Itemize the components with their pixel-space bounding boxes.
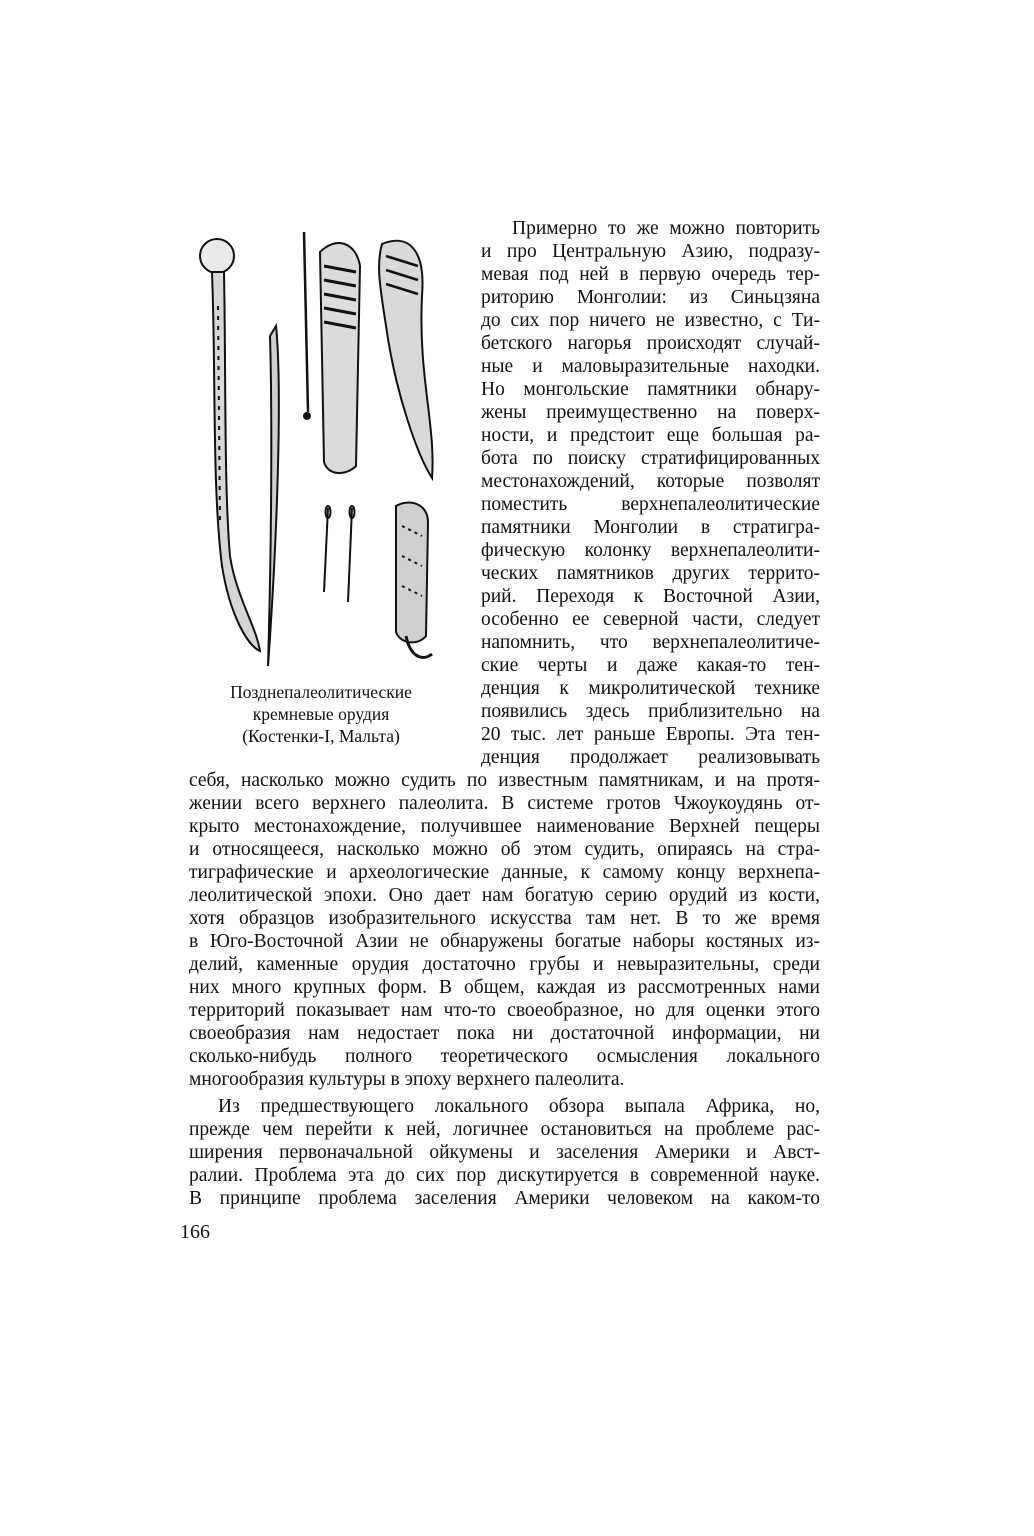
text-line: и относящееся, насколько можно об этом судить, опираясь на стра- — [189, 839, 820, 860]
text-line: территорий показывает нам что-то своеобразное, но для оценки этого — [189, 1000, 820, 1021]
text-line: многообразия культуры в эпоху верхнего палеолита. — [189, 1069, 625, 1090]
text-line: мевая под ней в первую очередь тер- — [481, 264, 820, 285]
text-line: жении всего верхнего палеолита. В системе гротов Чжоукоудянь от- — [189, 793, 820, 814]
text-line: ности, и предстоит еще большая ра- — [481, 425, 820, 446]
text-line: крыто местонахождение, получившее наименование Верхней пещеры — [189, 816, 820, 837]
text-line: денция к микролитической технике — [481, 678, 820, 699]
text-line: леолитической эпохи. Оно дает нам богатую серию орудий из кости, — [189, 885, 820, 906]
text-line: жены преимущественно на поверх- — [481, 402, 820, 423]
text-line: появились здесь приблизительно на — [481, 701, 820, 722]
text-line: Из предшествующего локального обзора выпала Африка, но, — [218, 1096, 820, 1117]
text-line: в Юго-Восточной Азии не обнаружены богатые наборы костяных из- — [189, 931, 820, 952]
text-line: Примерно то же можно повторить — [512, 218, 820, 239]
text-line: ские черты и даже какая-то тен- — [481, 655, 820, 676]
text-line: поместить верхнепалеолитические — [481, 494, 820, 515]
caption-line: (Костенки-I, Мальта) — [242, 726, 400, 746]
tools-illustration — [196, 226, 446, 672]
text-line: ческих памятников других террито- — [481, 563, 820, 584]
text-line: рий. Переходя к Восточной Азии, — [481, 586, 820, 607]
text-line: памятники Монголии в стратигра- — [481, 517, 820, 538]
text-line: В принципе проблема заселения Америки человеком на каком-то — [189, 1188, 820, 1209]
decorated-handle-drawing — [320, 243, 360, 473]
text-line: денция продолжает реализовывать — [481, 747, 820, 768]
text-line: до сих пор ничего не известно, с Ти- — [481, 310, 820, 331]
text-line: своеобразия нам недостает пока ни достаточной информации, ни — [189, 1023, 820, 1044]
text-line: прежде чем перейти к ней, логичнее остановиться на проблеме рас- — [189, 1119, 820, 1140]
text-line: себя, насколько можно судить по известным памятникам, и на протя- — [189, 770, 820, 791]
text-line: особенно ее северной части, следует — [481, 609, 820, 630]
small-needles-drawing — [324, 506, 355, 602]
figure-illustration — [196, 226, 446, 672]
text-line: хотя образцов изобразительного искусства там нет. В то же время — [189, 908, 820, 929]
text-line: делий, каменные орудия достаточно грубы и невыразительны, среди — [189, 954, 820, 975]
text-line: бота по поиску стратифицированных — [481, 448, 820, 469]
needle-drawing — [304, 232, 310, 419]
bone-rod-drawing — [200, 239, 260, 651]
text-line: тиграфические и археологические данные, к самому концу верхнепа- — [189, 862, 820, 883]
text-line: бетского нагорья происходят случай- — [481, 333, 820, 354]
text-line: ные и маловыразительные находки. — [481, 356, 820, 377]
curved-knife-drawing — [379, 241, 433, 478]
text-line: них много крупных форм. В общем, каждая из рассмотренных нами — [189, 977, 820, 998]
bone-point-drawing — [268, 326, 279, 666]
text-line: Но монгольские памятники обнару- — [481, 379, 820, 400]
text-line: риторию Монголии: из Синьцзяна — [481, 287, 820, 308]
page-number: 166 — [180, 1221, 210, 1243]
text-line: ширения первоначальной ойкумены и заселения Америки и Авст- — [189, 1142, 820, 1163]
caption-line: Позднепалеолитические — [230, 682, 412, 702]
figure-caption — [196, 681, 446, 747]
text-line: местонахождений, которые позволят — [481, 471, 820, 492]
caption-line: кремневые орудия — [252, 704, 390, 724]
text-line: и про Центральную Азию, подразу- — [481, 241, 820, 262]
text-line: напомнить, что верхнепалеолитиче- — [481, 632, 820, 653]
hooked-fragment-drawing — [396, 503, 432, 658]
text-line: фическую колонку верхнепалеолити- — [481, 540, 820, 561]
text-line: сколько-нибудь полного теоретического осмысления локального — [189, 1046, 820, 1067]
text-line: ралии. Проблема эта до сих пор дискутируется в современной науке. — [189, 1165, 820, 1186]
text-line: 20 тыс. лет раньше Европы. Эта тен- — [481, 724, 820, 745]
